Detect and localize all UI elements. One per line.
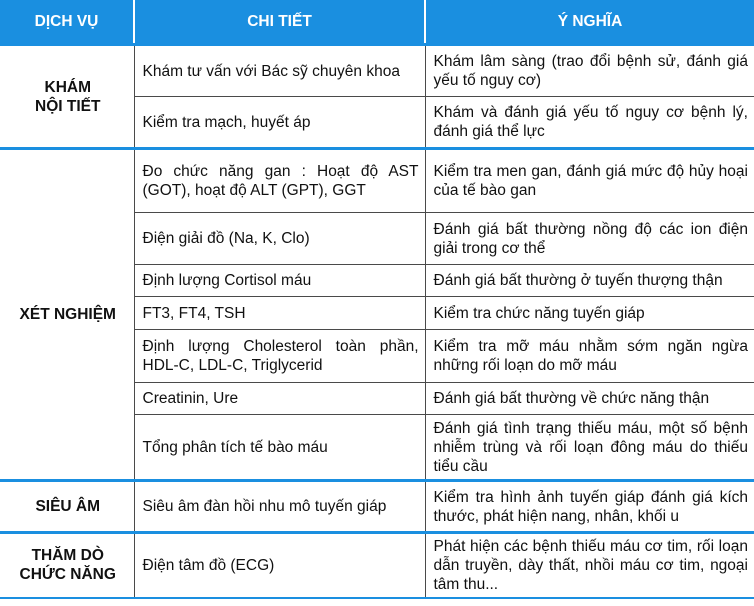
table-row — [0, 533, 754, 598]
detail-cell: FT3, FT4, TSH — [134, 297, 425, 330]
detail-cell: Điện giải đồ (Na, K, Clo) — [134, 213, 425, 265]
category-sieu-am: SIÊU ÂM — [0, 481, 134, 533]
table-row — [0, 45, 754, 97]
meaning-cell: Phát hiện các bệnh thiếu máu cơ tim, rối loạn dẫn truyền, dày thất, nhồi máu cơ tim, ngoại tâm thu... — [425, 533, 754, 598]
meaning-cell: Kiểm tra mỡ máu nhằm sớm ngăn ngừa những rối loạn do mỡ máu — [425, 330, 754, 383]
meaning-cell: Khám và đánh giá yếu tố nguy cơ bệnh lý, đánh giá thể lực — [425, 97, 754, 149]
meaning-cell: Đánh giá bất thường về chức năng thận — [425, 383, 754, 415]
detail-cell: Tổng phân tích tế bào máu — [134, 415, 425, 481]
meaning-cell: Khám lâm sàng (trao đổi bệnh sử, đánh giá yếu tố nguy cơ) — [425, 45, 754, 97]
meaning-cell: Kiểm tra hình ảnh tuyến giáp đánh giá kích thước, phát hiện nang, nhân, khối u — [425, 481, 754, 533]
category-xet-nghiem: XÉT NGHIỆM — [0, 149, 134, 481]
detail-cell: Định lượng Cholesterol toàn phần, HDL-C, LDL-C, Triglycerid — [134, 330, 425, 383]
category-tham-do-chuc-nang: THĂM DÒ CHỨC NĂNG — [0, 533, 134, 598]
detail-cell: Kiểm tra mạch, huyết áp — [134, 97, 425, 149]
meaning-cell: Đánh giá bất thường nồng độ các ion điện giải trong cơ thể — [425, 213, 754, 265]
detail-cell: Đo chức năng gan : Hoạt độ AST (GOT), hoạt độ ALT (GPT), GGT — [134, 149, 425, 213]
detail-cell: Siêu âm đàn hồi nhu mô tuyến giáp — [134, 481, 425, 533]
meaning-cell: Đánh giá bất thường ở tuyến thượng thận — [425, 265, 754, 297]
detail-cell: Khám tư vấn với Bác sỹ chuyên khoa — [134, 45, 425, 97]
meaning-cell: Đánh giá tình trạng thiếu máu, một số bệnh nhiễm trùng và rối loạn đông máu do thiếu tiểu cầu — [425, 415, 754, 481]
header-detail: CHI TIẾT — [134, 0, 425, 45]
detail-cell: Định lượng Cortisol máu — [134, 265, 425, 297]
detail-cell: Creatinin, Ure — [134, 383, 425, 415]
meaning-cell: Kiểm tra chức năng tuyến giáp — [425, 297, 754, 330]
meaning-cell: Kiểm tra men gan, đánh giá mức độ hủy hoại của tế bào gan — [425, 149, 754, 213]
table-row — [0, 149, 754, 213]
header-service: DỊCH VỤ — [0, 0, 134, 45]
header-row — [0, 0, 754, 45]
header-meaning: Ý NGHĨA — [425, 0, 754, 45]
category-kham-noi-tiet: KHÁM NỘI TIẾT — [0, 45, 134, 149]
table-row — [0, 481, 754, 533]
detail-cell: Điện tâm đồ (ECG) — [134, 533, 425, 598]
